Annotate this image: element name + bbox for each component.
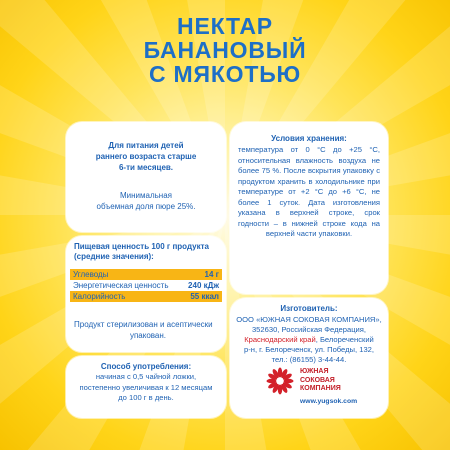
district-name: , Белореченский	[315, 335, 374, 344]
nutrition-value: 14 г	[204, 270, 219, 279]
address-line-2: 352630, Российская Федерация,	[251, 325, 367, 334]
nutrition-label: Энергетическая ценность	[73, 281, 169, 290]
manufacturer-address	[230, 315, 388, 365]
nutrition-title-line-1: Пищевая ценность 100 г продукта	[74, 242, 209, 251]
region-name: Краснодарский край	[244, 335, 316, 344]
usage-line-2: постепенно увеличивая к 12 месяцам	[79, 382, 213, 392]
usage-line-3: до 100 г в день.	[118, 393, 174, 402]
website-link[interactable]: www.yugsok.com	[300, 398, 358, 405]
nutrition-title	[74, 242, 224, 262]
logo-line-2: СОКОВАЯ	[300, 376, 335, 384]
logo-line-3: КОМПАНИЯ	[300, 385, 341, 392]
nutrition-label: Углеводы	[73, 270, 109, 279]
manufacturer-panel	[230, 298, 388, 418]
company-logo-icon	[266, 367, 294, 395]
title-line-2: БАНАНОВЫЙ	[143, 37, 307, 63]
age-line-2: раннего возраста старше	[95, 152, 197, 161]
usage-line-1: начиная с 0,5 чайной ложки,	[95, 372, 197, 381]
nutrition-row	[70, 280, 222, 291]
nutrition-value: 240 кДж	[188, 281, 219, 290]
usage-title: Способ употребления:	[100, 362, 192, 371]
nutrition-row	[70, 291, 222, 302]
nutrition-panel	[66, 236, 226, 352]
storage-panel	[230, 122, 388, 294]
title-line-3: С МЯКОТЬЮ	[148, 61, 302, 87]
age-line-1: Для питания детей	[108, 141, 184, 150]
manufacturer-title: Изготовитель:	[280, 304, 338, 313]
nutrition-table	[70, 269, 222, 302]
nutrition-value: 55 ккал	[190, 292, 219, 301]
age-line-3: 6-ти месяцев.	[118, 163, 174, 172]
product-title	[0, 14, 450, 86]
fruit-line-2: объемная доля пюре 25%.	[96, 202, 196, 211]
age-recommendation	[66, 140, 226, 173]
usage-text	[66, 372, 226, 404]
nutrition-row	[70, 269, 222, 280]
nutrition-label: Калорийность	[73, 292, 126, 301]
fruit-content	[66, 190, 226, 212]
storage-title: Условия хранения:	[271, 134, 347, 143]
address-line-4: р-н, г. Белореченск, ул. Победы, 132,	[244, 345, 374, 354]
phone-line: тел.: (86155) 3-44-44.	[271, 355, 347, 364]
nutrition-title-line-2: (средние значения):	[74, 252, 154, 261]
age-info-panel	[66, 122, 226, 232]
logo-wordmark	[300, 368, 341, 394]
note-line-2: упакован.	[129, 331, 167, 340]
fruit-line-1: Минимальная	[119, 191, 172, 200]
address-line-3	[230, 335, 388, 345]
usage-panel	[66, 356, 226, 418]
title-line-1: НЕКТАР	[177, 13, 273, 39]
logo-line-1: ЮЖНАЯ	[300, 368, 329, 375]
note-line-1: Продукт стерилизован и асептически	[74, 320, 213, 329]
sterilization-note	[74, 319, 222, 341]
address-line-1: ООО «ЮЖНАЯ СОКОВАЯ КОМПАНИЯ»,	[236, 315, 382, 324]
storage-text: температура от 0 °С до +25 °С, относительная влажность воздуха не более 75 %. После вскрытия упаковку с продуктом хранить в холодильнике при температуре от +2 °С до +6 °С, не более 1 суток. Дата изготовления указана в верхней строке, срок годности – в нижней строке кода на верхней части упаковки.	[238, 145, 380, 238]
